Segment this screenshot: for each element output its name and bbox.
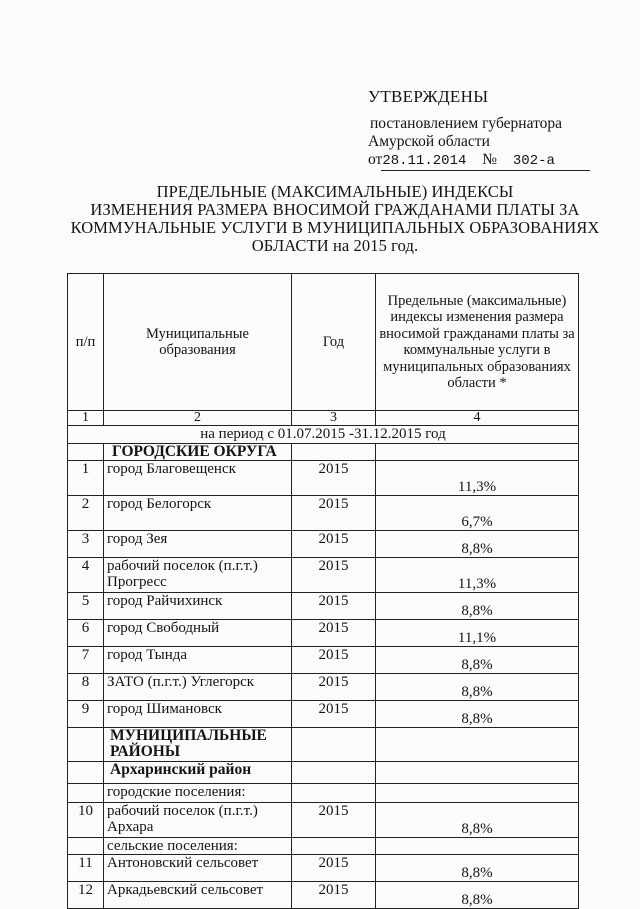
header-municipality: Муниципальные образования	[104, 274, 292, 411]
header-index: Предельные (максимальные) индексы изменения размера вносимой гражданами платы за коммунальные услуги в муниципальных образованиях области *	[376, 274, 579, 411]
table-row	[68, 855, 579, 882]
document-title	[60, 183, 610, 255]
date-prefix: от	[368, 151, 383, 168]
row-number: 9	[68, 701, 104, 728]
year-cell: 2015	[292, 882, 376, 909]
date-underline	[381, 170, 590, 171]
title-line2: ИЗМЕНЕНИЯ РАЗМЕРА ВНОСИМОЙ ГРАЖДАНАМИ ПЛАТЫ ЗА	[90, 200, 580, 219]
approval-block	[368, 115, 590, 170]
index-value: 8,8%	[376, 855, 579, 882]
index-value: 11,3%	[376, 461, 579, 496]
approval-line1: постановлением губернатора	[370, 115, 563, 132]
year-cell: 2015	[292, 855, 376, 882]
empty-cell	[376, 784, 579, 803]
municipality-name: город Благовещенск	[104, 461, 292, 496]
empty-cell	[68, 728, 104, 762]
period-row	[68, 426, 579, 444]
row-number: 3	[68, 531, 104, 558]
empty-cell	[376, 762, 579, 784]
municipality-name: город Белогорск	[104, 496, 292, 531]
year-cell: 2015	[292, 593, 376, 620]
municipality-name: город Свободный	[104, 620, 292, 647]
title-line3: КОММУНАЛЬНЫЕ УСЛУГИ В МУНИЦИПАЛЬНЫХ ОБРАЗОВАНИЯХ	[70, 218, 600, 237]
index-value: 8,8%	[376, 803, 579, 838]
period-cell: на период с 01.07.2015 -31.12.2015 год	[68, 426, 579, 444]
year-cell: 2015	[292, 496, 376, 531]
table-header-row	[68, 274, 579, 411]
row-number: 5	[68, 593, 104, 620]
column-number: 2	[104, 411, 292, 426]
header-year: Год	[292, 274, 376, 411]
index-value: 6,7%	[376, 496, 579, 531]
municipality-name: город Зея	[104, 531, 292, 558]
table-row	[68, 558, 579, 593]
municipality-name: город Тында	[104, 647, 292, 674]
column-number: 4	[376, 411, 579, 426]
row-number: 6	[68, 620, 104, 647]
column-number: 3	[292, 411, 376, 426]
year-cell: 2015	[292, 803, 376, 838]
approval-heading: УТВЕРЖДЕНЫ	[368, 87, 489, 106]
empty-cell	[376, 838, 579, 855]
section-municipal-row	[68, 728, 579, 762]
approval-line2: Амурской области	[368, 133, 490, 150]
row-number: 12	[68, 882, 104, 909]
table-row	[68, 882, 579, 909]
empty-cell	[292, 838, 376, 855]
empty-cell	[292, 444, 376, 461]
index-value: 8,8%	[376, 593, 579, 620]
row-number: 10	[68, 803, 104, 838]
rural-settlements-label-row	[68, 838, 579, 855]
year-cell: 2015	[292, 531, 376, 558]
table-row	[68, 496, 579, 531]
municipality-name: город Шимановск	[104, 701, 292, 728]
district-name-row	[68, 762, 579, 784]
municipality-name: город Райчихинск	[104, 593, 292, 620]
index-value: 8,8%	[376, 674, 579, 701]
index-value: 8,8%	[376, 647, 579, 674]
empty-cell	[376, 728, 579, 762]
row-number: 2	[68, 496, 104, 531]
index-value: 8,8%	[376, 882, 579, 909]
approval-date: 28.11.2014	[382, 153, 467, 169]
index-value: 8,8%	[376, 701, 579, 728]
table-row	[68, 803, 579, 838]
table-row	[68, 647, 579, 674]
row-number: 7	[68, 647, 104, 674]
year-cell: 2015	[292, 647, 376, 674]
index-value: 8,8%	[376, 531, 579, 558]
empty-cell	[376, 444, 579, 461]
municipality-name: ЗАТО (п.г.т.) Углегорск	[104, 674, 292, 701]
section-city: ГОРОДСКИЕ ОКРУГА	[104, 444, 292, 461]
row-number: 1	[68, 461, 104, 496]
table-row	[68, 620, 579, 647]
row-number: 8	[68, 674, 104, 701]
empty-cell	[68, 762, 104, 784]
indices-table	[67, 273, 579, 909]
title-line1: ПРЕДЕЛЬНЫЕ (МАКСИМАЛЬНЫЕ) ИНДЕКСЫ	[156, 182, 514, 201]
index-value: 11,1%	[376, 620, 579, 647]
urban-settlements-label: городские поселения:	[104, 784, 292, 803]
row-number: 11	[68, 855, 104, 882]
table-row	[68, 461, 579, 496]
section-municipal: МУНИЦИПАЛЬНЫЕ РАЙОНЫ	[104, 728, 292, 762]
year-cell: 2015	[292, 558, 376, 593]
municipality-name: Антоновский сельсовет	[104, 855, 292, 882]
empty-cell	[68, 784, 104, 803]
municipality-name: Аркадьевский сельсовет	[104, 882, 292, 909]
municipality-name: рабочий поселок (п.г.т.) Архара	[104, 803, 292, 838]
year-cell: 2015	[292, 620, 376, 647]
section-city-row	[68, 444, 579, 461]
approval-dateline	[368, 151, 590, 170]
table-row	[68, 674, 579, 701]
municipality-name: рабочий поселок (п.г.т.) Прогресс	[104, 558, 292, 593]
urban-settlements-label-row	[68, 784, 579, 803]
year-cell: 2015	[292, 461, 376, 496]
column-numbers-row	[68, 411, 579, 426]
rural-settlements-label: сельские поселения:	[104, 838, 292, 855]
empty-cell	[292, 728, 376, 762]
district-name: Архаринский район	[104, 762, 292, 784]
empty-cell	[68, 444, 104, 461]
title-line4: ОБЛАСТИ на 2015 год.	[251, 236, 419, 255]
number-sign: №	[482, 151, 498, 168]
approval-number: 302-а	[512, 153, 555, 169]
table-row	[68, 593, 579, 620]
empty-cell	[292, 762, 376, 784]
year-cell: 2015	[292, 701, 376, 728]
year-cell: 2015	[292, 674, 376, 701]
column-number: 1	[68, 411, 104, 426]
table-row	[68, 531, 579, 558]
empty-cell	[292, 784, 376, 803]
empty-cell	[68, 838, 104, 855]
header-number: п/п	[68, 274, 104, 411]
index-value: 11,3%	[376, 558, 579, 593]
row-number: 4	[68, 558, 104, 593]
table-row	[68, 701, 579, 728]
